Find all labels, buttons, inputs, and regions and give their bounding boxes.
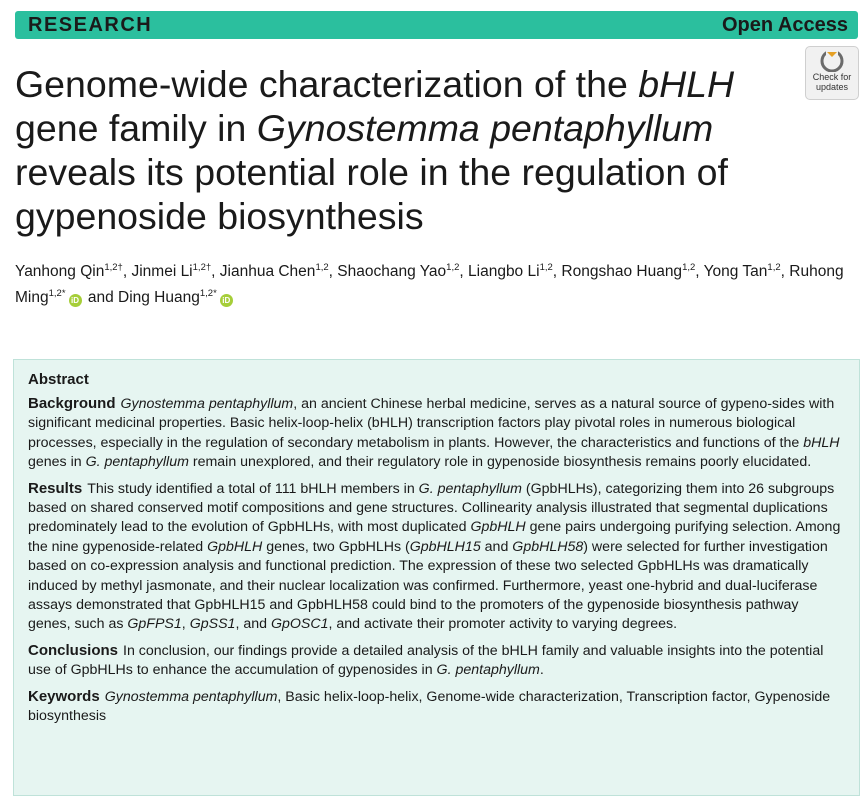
author[interactable] <box>337 263 459 280</box>
results-text-8: , and <box>235 616 271 633</box>
abstract-box <box>13 359 860 796</box>
orcid-icon[interactable]: iD <box>220 294 233 307</box>
results-text-7: , <box>181 616 190 633</box>
author[interactable] <box>131 263 211 280</box>
orcid-icon[interactable]: iD <box>69 294 82 307</box>
title-italic-species: Gynostemma pentaphyllum <box>256 107 714 149</box>
keywords-label: Keywords <box>28 687 100 705</box>
article-type-label: RESEARCH <box>28 14 153 36</box>
author-name: Ruhong Ming <box>15 263 844 306</box>
results-text-3: gene pairs undergoing purifying selection. Among the nine gypenoside-related <box>28 519 841 555</box>
author[interactable] <box>220 263 329 280</box>
author-affiliation: 1,2 <box>767 261 781 273</box>
article-type-banner <box>15 11 858 39</box>
results-text-6: ) were selected for further investigation based on co-expression analysis and functional prediction. The expression of these two selected GpbHLHs was dramatically induced by methyl jasmonate, and their nuclear localization was confirmed. Furthermore, yeast one-hybrid and dual-luciferase assays demonstrated that GpbHLH15 and GpbHLH58 could bind to the promoters of the gypenoside biosynthesis pathway genes, such as <box>28 538 828 633</box>
title-part-1: Genome-wide characterization of the <box>15 63 639 105</box>
author[interactable] <box>118 289 235 306</box>
author-separator: and <box>83 289 118 306</box>
title-part-3: reveals its potential role in the regulation of gypenoside biosynthesis <box>15 151 728 237</box>
author-name: Jianhua Chen <box>219 263 316 280</box>
title-part-2: gene family in <box>15 107 257 149</box>
author-affiliation: 1,2* <box>48 287 66 299</box>
conclusions-italic-1: G. pentaphyllum <box>436 662 540 679</box>
author-separator: , <box>328 263 338 280</box>
author-list <box>15 259 860 311</box>
author[interactable] <box>15 263 123 280</box>
author-affiliation: 1,2* <box>199 287 217 299</box>
author-separator: , <box>780 263 790 280</box>
background-text-3: remain unexplored, and their regulatory role in gypenoside biosynthesis remains poorly elucidated. <box>188 454 812 471</box>
keywords-italic-1: Gynostemma pentaphyllum <box>104 688 278 705</box>
results-italic-3: GpbHLH <box>207 538 263 555</box>
author-name: Jinmei Li <box>131 263 193 280</box>
conclusions-text-1: In conclusion, our findings provide a detailed analysis of the bHLH family and valuable insights into the potential use of GpbHLHs to enhance the accumulation of gypenosides in <box>28 642 824 679</box>
results-text-4: genes, two GpbHLHs ( <box>262 538 410 555</box>
results-italic-6: GpFPS1 <box>127 616 182 633</box>
author-separator: , <box>695 263 704 280</box>
check-for-updates-line2: updates <box>815 82 849 92</box>
keywords-text-1: , Basic helix-loop-helix, Genome-wide characterization, Transcription factor, Gypenoside biosynthesis <box>28 688 831 725</box>
results-text-5: and <box>480 538 513 555</box>
check-for-updates-badge[interactable] <box>805 46 859 100</box>
results-italic-5: GpbHLH58 <box>512 538 584 555</box>
author-name: Liangbo Li <box>468 263 540 280</box>
author-name: Rongshao Huang <box>561 263 683 280</box>
abstract-heading: Abstract <box>28 371 89 388</box>
background-label: Background <box>28 395 116 412</box>
author-name: Shaochang Yao <box>337 263 447 280</box>
results-text-2: (GpbHLHs), categorizing them into 26 subgroups based on shared conserved motif compositions and gene structures. Collinearity analysis illustrated that segmental duplications predominately lead to the evolution of GpbHLHs, with most duplicated <box>28 480 835 536</box>
author-affiliation: 1,2 <box>446 261 460 273</box>
author-affiliation: 1,2† <box>192 261 212 273</box>
author[interactable] <box>704 263 781 280</box>
author-affiliation: 1,2 <box>682 261 696 273</box>
abstract-background <box>28 394 845 473</box>
title-italic-bhlh: bHLH <box>638 63 735 105</box>
author-separator: , <box>552 263 562 280</box>
results-italic-1: G. pentaphyllum <box>418 480 522 497</box>
results-label: Results <box>28 479 83 497</box>
article-title <box>15 62 795 238</box>
check-for-updates-line1: Check for <box>812 72 852 82</box>
background-italic-1: Gynostemma pentaphyllum <box>120 396 294 412</box>
author-name: Yanhong Qin <box>15 263 105 280</box>
author-name: Ding Huang <box>118 289 200 306</box>
author[interactable] <box>561 263 695 280</box>
author-separator: , <box>122 263 132 280</box>
results-italic-4: GpbHLH15 <box>409 538 481 555</box>
abstract-results <box>28 479 845 635</box>
background-text-1: , an ancient Chinese herbal medicine, serves as a natural source of gypeno-sides with significant medicinal properties. Basic helix-loop-helix (bHLH) transcription factors play pivotal roles in numerous biological processes, especially in the regulation of secondary metabolism in plants. However, the characteristics and functions of the <box>28 396 835 451</box>
author-name: Yong Tan <box>703 263 768 280</box>
author-affiliation: 1,2† <box>104 261 123 273</box>
author-affiliation: 1,2 <box>539 261 553 273</box>
check-for-updates-icon <box>818 50 846 72</box>
abstract-conclusions <box>28 641 845 681</box>
results-text-9: , and activate their promoter activity to varying degrees. <box>328 616 678 633</box>
open-access-label[interactable]: Open Access <box>722 14 848 36</box>
abstract-keywords <box>28 687 845 727</box>
results-italic-2: GpbHLH <box>470 519 526 536</box>
results-italic-8: GpOSC1 <box>270 616 329 633</box>
conclusions-label: Conclusions <box>28 641 119 659</box>
author[interactable] <box>468 263 553 280</box>
results-italic-7: GpSS1 <box>189 616 236 633</box>
results-text-1: This study identified a total of 111 bHLH members in <box>87 480 419 497</box>
author-affiliation: 1,2 <box>315 261 329 273</box>
author-separator: , <box>459 263 469 280</box>
background-italic-2: bHLH <box>803 434 840 451</box>
background-italic-3: G. pentaphyllum <box>85 454 189 471</box>
conclusions-text-2: . <box>539 662 544 679</box>
background-text-2: genes in <box>28 454 86 471</box>
author-separator: , <box>211 263 220 280</box>
